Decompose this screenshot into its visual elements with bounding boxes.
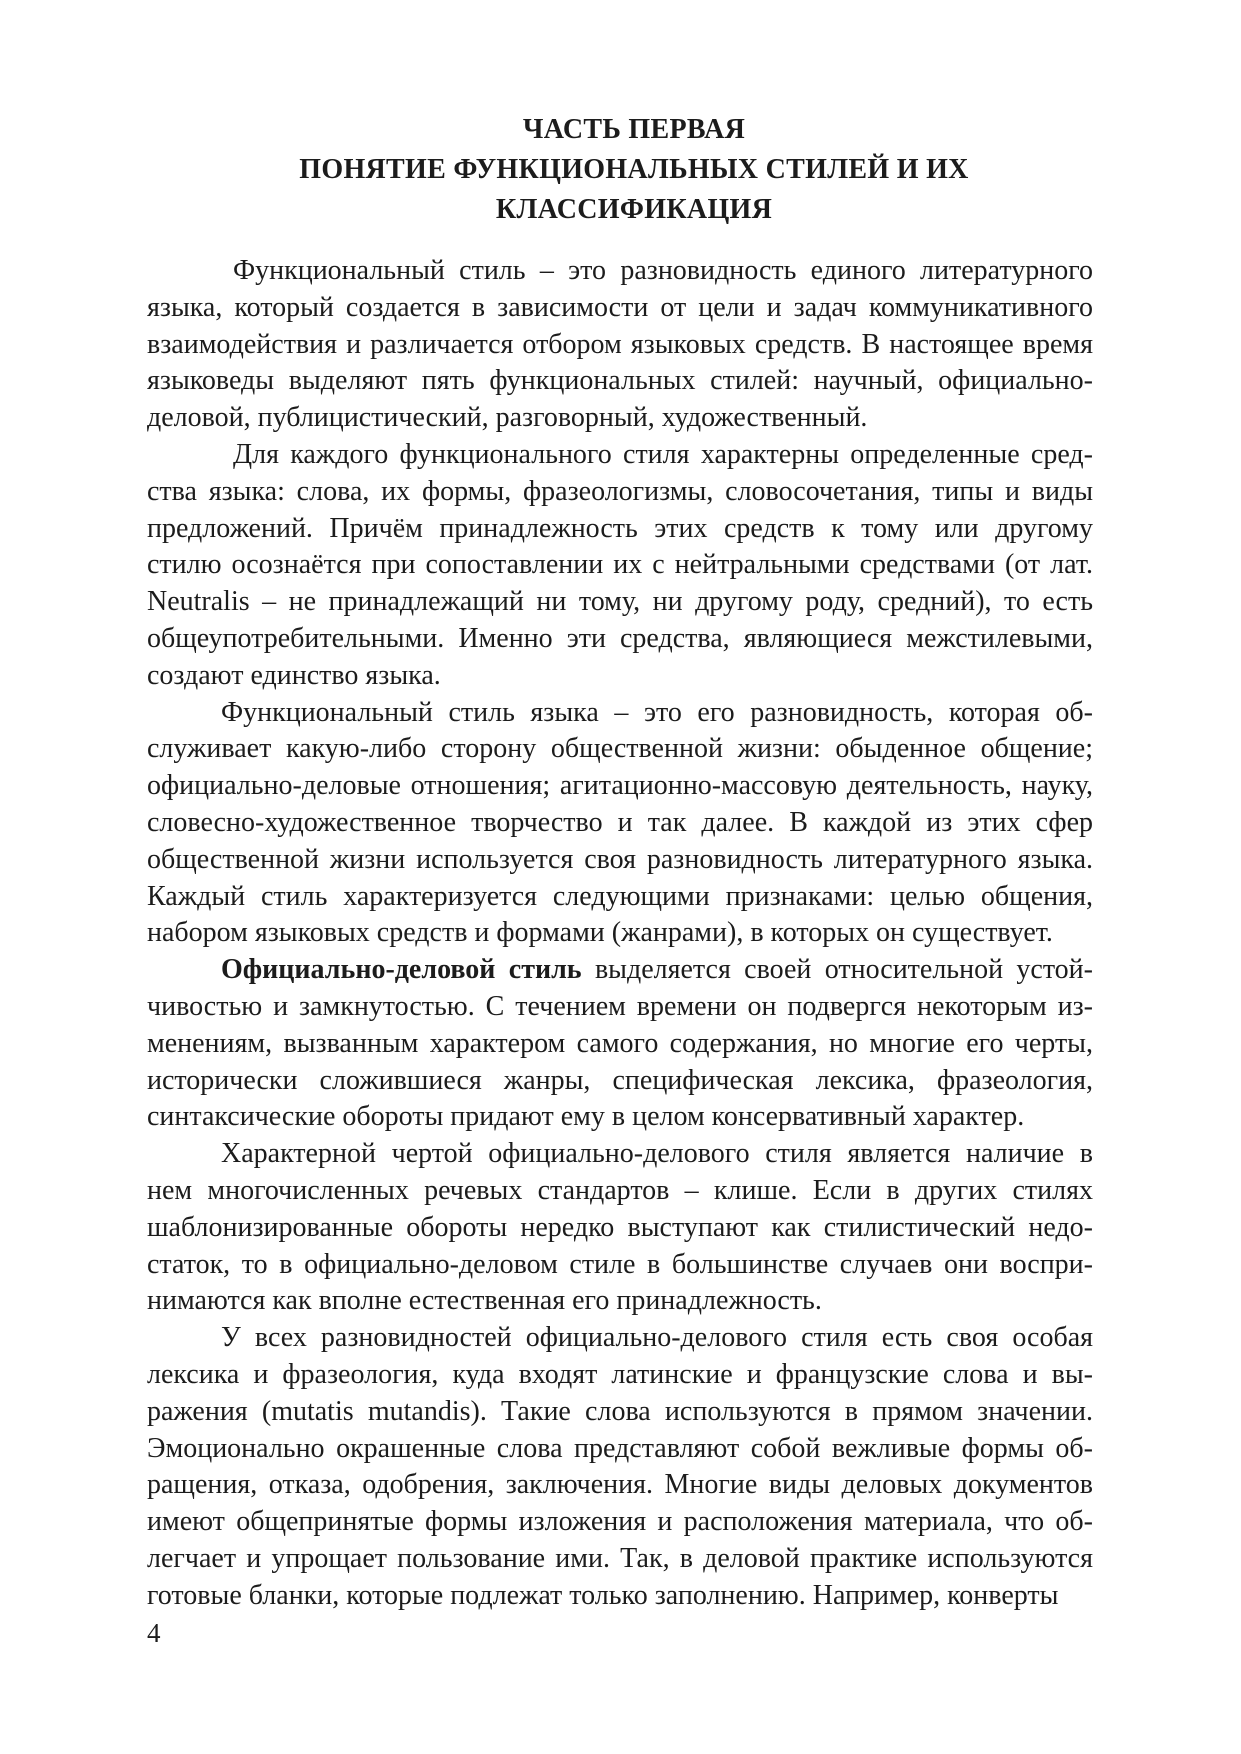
page-number: 4 [147,1618,161,1648]
chapter-heading [200,110,1068,230]
paragraph-style-spheres: Функциональный стиль языка – это его разновидность, которая обслуживает какую-либо сторону общественной жизни: обыденное общение; официально-деловые отношения; агитационно-массовую деятельность, науку, словесно-художественное творчество и так далее. В каждой из этих сфер общественной жизни используется своя разновидность литературного языка. Каждый стиль характеризуется следующими признаками: целью общения, набором языковых средств и формами (жанрами), в которых он существует. [147,696,1093,949]
heading-part-title: ЧАСТЬ ПЕРВАЯ [522,114,746,145]
paragraph-official-business-style-text: выделяется своей относительной устойчивостью и замкнутостью. С течением времени он подвергся некоторым изменениям, вызванным характером самого содержания, но многие его черты, исторически сложившиеся жанры, специфическая лексика, фразеология, синтаксические обороты придают ему в целом консервативный характер. [147,954,1093,1133]
paragraph-speech-standards: Характерной чертой официально-делового стиля является наличие в нем многочисленных речевых стандартов – клише. Если в других стилях шаблонизированные обороты нередко выступают как стилистический недостаток, то в официально-деловом стиле в большинстве случаев они воспринимаются как вполне естественная его принадлежность. [147,1138,1093,1317]
heading-chapter-title-line1: ПОНЯТИЕ ФУНКЦИОНАЛЬНЫХ СТИЛЕЙ И ИХ [299,154,969,185]
term-official-business-style: Официально-деловой стиль [221,954,582,986]
paragraph-functional-style-definition: Функциональный стиль – это разновидность единого литературного языка, который создается в зависимости от цели и задач коммуникативного взаимодействия и различается отбором языковых средств. В настоящее время языковеды выделяют пять функциональных стилей: научный, официально-деловой, публицистический, разговорный, художественный. [147,255,1093,434]
heading-chapter-title-line2: КЛАССИФИКАЦИЯ [495,194,773,225]
body-text [147,253,1093,1614]
paragraph-official-business-style [147,952,1093,1136]
paragraph-language-means: Для каждого функционального стиля характерны определенные средства языка: слова, их формы, фразеологизмы, словосочетания, типы и виды предложений. Причём принадлежность этих средств к тому или другому стилю осознаётся при сопоставлении их с нейтральными средствами (от лат. Neutralis – не принадлежащий ни тому, ни другому роду, средний), то есть общеупотребительными. Именно эти средства, являющиеся межстилевыми, создают единство языка. [147,438,1093,691]
paragraph-lexicon-phraseology: У всех разновидностей официально-делового стиля есть своя особая лексика и фразеология, куда входят латинские и французские слова и выражения (mutatis mutandis). Такие слова используются в прямом значении. Эмоционально окрашенные слова представляют собой вежливые формы обращения, отказа, одобрения, заключения. Многие виды деловых документов имеют общепринятые формы изложения и расположения материала, что облегчает и упрощает пользование ими. Так, в деловой практике используются готовые бланки, которые подлежат только заполнению. Например, конверты [147,1322,1093,1611]
